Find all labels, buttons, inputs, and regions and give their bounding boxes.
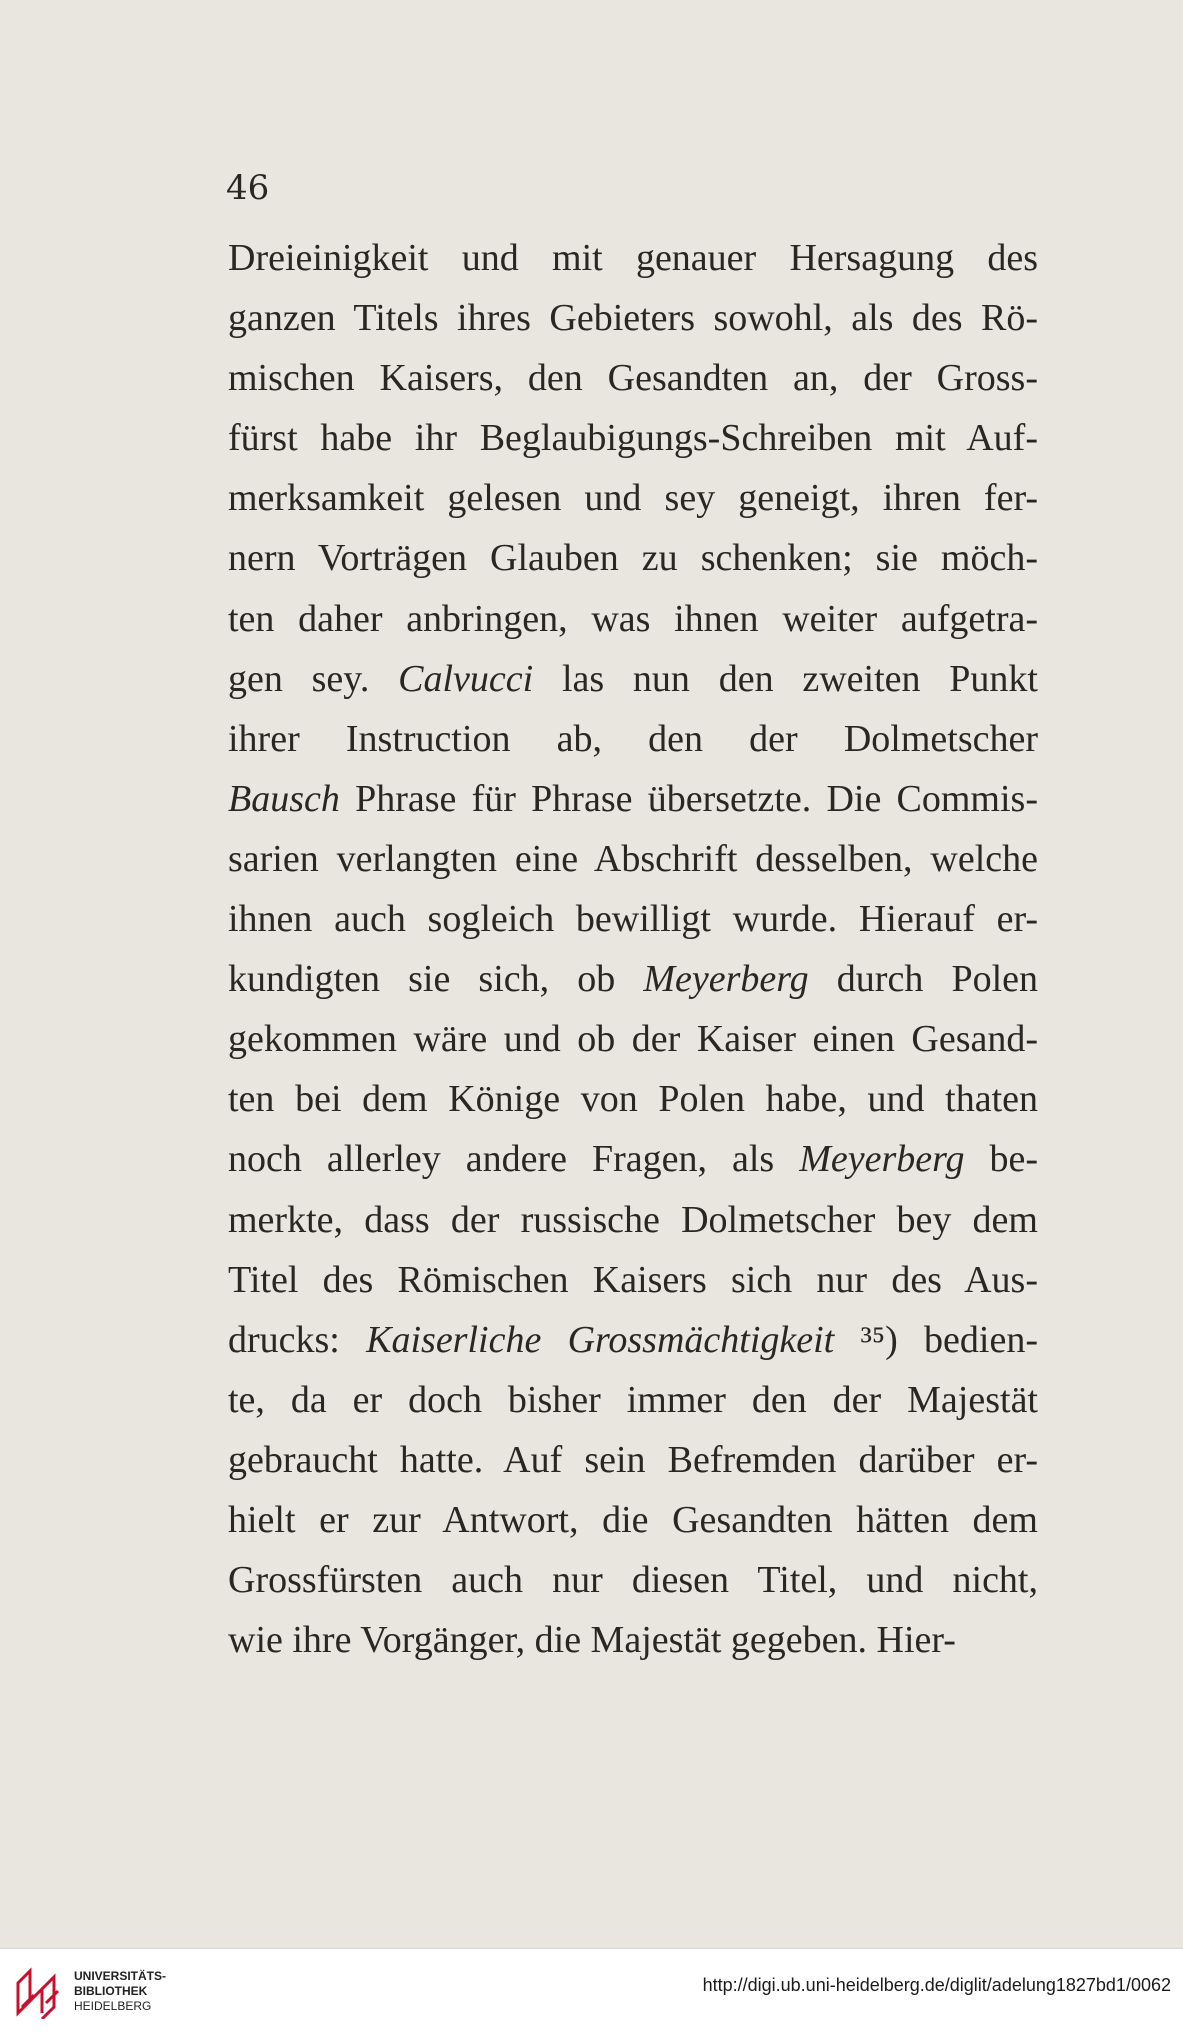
text-line: ihnen auch sogleich bewilligt wurde. Hierauf er-: [228, 898, 1038, 941]
text-line: wie ihre Vorgänger, die Majestät gegeben. Hier-: [228, 1619, 956, 1662]
text-line: [228, 1129, 1038, 1189]
text-segment: ³⁵) bedien-: [834, 1318, 1038, 1361]
text-line: [228, 1310, 1038, 1370]
text-segment: durch Polen: [808, 958, 1039, 1001]
italic-name: Kaiserliche Grossmächtigkeit: [366, 1318, 835, 1361]
italic-name: Calvucci: [398, 657, 534, 700]
text-line: nern Vorträgen Glauben zu schenken; sie möch-: [228, 537, 1038, 580]
text-line: Titel des Römischen Kaisers sich nur des Aus-: [228, 1258, 1038, 1301]
text-line: fürst habe ihr Beglaubigungs-Schreiben mit Auf-: [228, 417, 1038, 460]
viewer-footer: [0, 1948, 1183, 2034]
text-line: [228, 949, 1038, 1009]
library-name-line: UNIVERSITÄTS-: [74, 1969, 167, 1983]
text-line: ten daher anbringen, was ihnen weiter aufgetra-: [228, 597, 1038, 640]
library-name: [74, 1969, 166, 2014]
text-line: te, da er doch bisher immer den der Majestät: [228, 1378, 1038, 1421]
text-segment: Phrase für Phrase übersetzte. Die Commis-: [339, 777, 1038, 820]
text-line: mischen Kaisers, den Gesandten an, der Gross-: [228, 357, 1038, 400]
text-segment: drucks:: [228, 1318, 367, 1361]
text-line: ganzen Titels ihres Gebieters sowohl, als des Rö-: [228, 297, 1038, 340]
text-segment: be-: [964, 1138, 1038, 1181]
text-line: Grossfürsten auch nur diesen Titel, und nicht,: [228, 1559, 1038, 1602]
text-segment: gen sey.: [228, 657, 399, 700]
text-line: sarien verlangten eine Abschrift desselben, welche: [228, 837, 1038, 880]
text-line: gekommen wäre und ob der Kaiser einen Gesand-: [228, 1018, 1038, 1061]
text-segment: las nun den zweiten Punkt: [533, 657, 1038, 700]
italic-name: Meyerberg: [799, 1138, 965, 1181]
text-line: merkte, dass der russische Dolmetscher bey dem: [228, 1198, 1038, 1241]
text-line: [228, 769, 1038, 829]
text-line: hielt er zur Antwort, die Gesandten hätten dem: [228, 1498, 1038, 1541]
library-logo-icon: [12, 1963, 68, 2019]
text-line: gebraucht hatte. Auf sein Befremden darüber er-: [228, 1438, 1038, 1481]
text-line: ihrer Instruction ab, den der Dolmetscher: [228, 717, 1038, 760]
text-line: [228, 649, 1038, 709]
italic-name: Bausch: [228, 777, 340, 820]
page-number: 46: [226, 168, 270, 208]
library-name-line: BIBLIOTHEK: [74, 1984, 148, 1998]
text-line: Dreieinigkeit und mit genauer Hersagung des: [228, 237, 1038, 279]
text-line: ten bei dem Könige von Polen habe, und thaten: [228, 1078, 1038, 1121]
body-text: [228, 228, 1038, 1670]
text-segment: kundigten sie sich, ob: [228, 958, 644, 1001]
text-line: merksamkeit gelesen und sey geneigt, ihren fer-: [228, 477, 1038, 520]
text-segment: noch allerley andere Fragen, als: [228, 1138, 800, 1181]
permalink-url[interactable]: http://digi.ub.uni-heidelberg.de/diglit/adelung1827bd1/0062: [702, 1975, 1171, 1995]
library-name-line: HEIDELBERG: [74, 1999, 152, 2013]
italic-name: Meyerberg: [643, 958, 809, 1001]
